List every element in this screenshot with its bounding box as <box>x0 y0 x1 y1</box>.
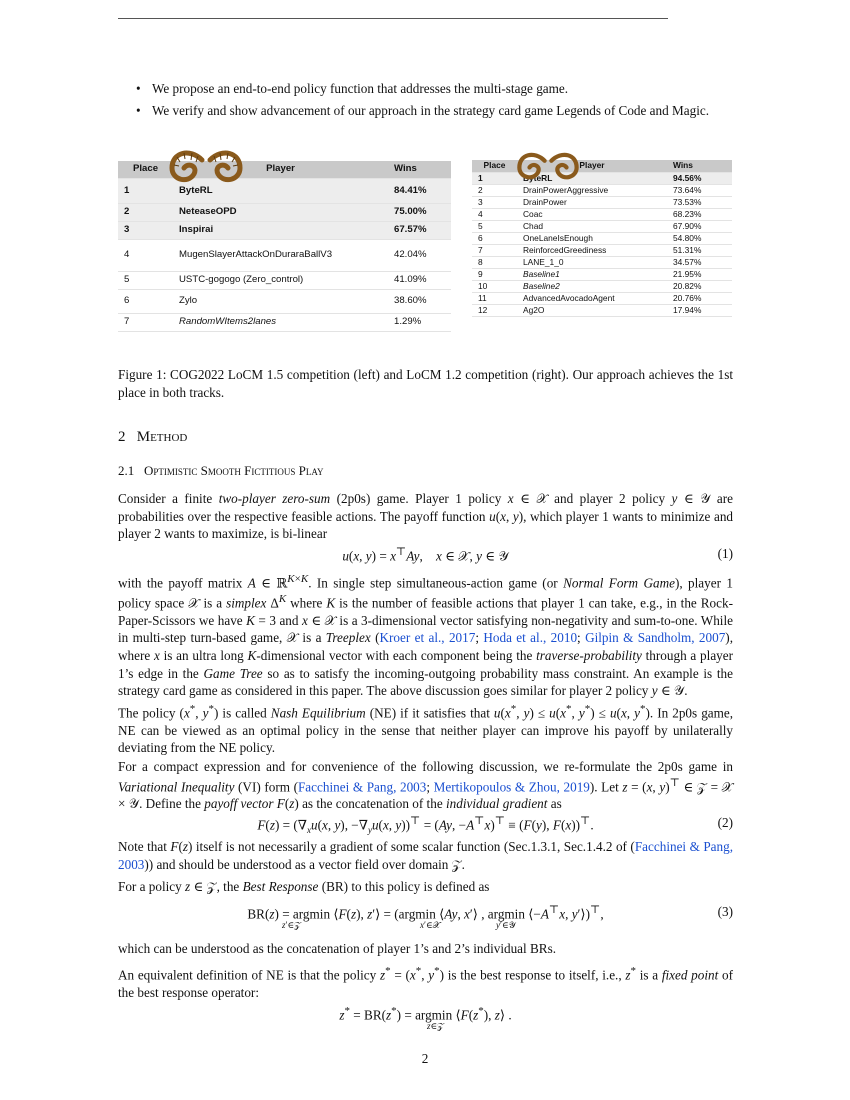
table-row <box>472 269 732 281</box>
cell-place: 4 <box>472 209 517 221</box>
ram-horns-logo-icon <box>168 150 244 192</box>
cell-place: 6 <box>118 290 173 314</box>
equation-1: u(x, y) = x⊤Ay, x ∈ 𝒳, y ∈ 𝒴 (1) <box>342 546 733 564</box>
table-row <box>118 290 451 314</box>
cell-wins: 38.60% <box>388 290 451 314</box>
column-header-player: Player <box>173 161 388 179</box>
cell-place: 5 <box>472 221 517 233</box>
cell-player: AdvancedAvocadoAgent <box>517 293 667 305</box>
cell-wins: 54.80% <box>667 233 732 245</box>
cell-place: 3 <box>472 197 517 209</box>
cell-player: Baseline1 <box>517 269 667 281</box>
cell-wins: 84.41% <box>388 179 451 204</box>
column-header-wins: Wins <box>667 160 732 173</box>
cell-player: ByteRL <box>173 179 388 204</box>
table-row <box>118 222 451 240</box>
table-row <box>472 245 732 257</box>
cell-player: Coac <box>517 209 667 221</box>
column-header-place: Place <box>118 161 173 179</box>
cell-place: 6 <box>472 233 517 245</box>
table-row <box>472 209 732 221</box>
cell-wins: 94.56% <box>667 173 732 185</box>
cell-player: RandomWItems2lanes <box>173 314 388 332</box>
column-header-wins: Wins <box>388 161 451 179</box>
cell-player: DrainPowerAggressive <box>517 185 667 197</box>
table-row <box>472 305 732 317</box>
cell-wins: 67.90% <box>667 221 732 233</box>
equation-2: $F(z) = (\nabla_xu(x$, y), $-\nabla_yu(x$, y))⊤ = (Ay, −A⊤x)⊤ ≡ (F(y), F(x))⊤. (2) <box>257 815 733 836</box>
cell-player: DrainPower <box>517 197 667 209</box>
table-row <box>118 314 451 332</box>
cell-place: 12 <box>472 305 517 317</box>
cell-wins: 34.57% <box>667 257 732 269</box>
table-row <box>472 173 732 185</box>
equation-fixed-point: z* = BR(z*) = argmin ⟨F(z*), z⟩ . z∈𝒵 <box>339 1005 512 1031</box>
cell-wins: 42.04% <box>388 240 451 272</box>
cell-place: 7 <box>118 314 173 332</box>
cell-place: 5 <box>118 272 173 290</box>
cell-player: ReinforcedGreediness <box>517 245 667 257</box>
cell-wins: 20.82% <box>667 281 732 293</box>
cell-place: 9 <box>472 269 517 281</box>
paragraph: The policy (x*, y*) is called Nash Equilibrium (NE) if it satisfies that u(x*, y) ≤ u(x*, y*) ≤ u(x, y*). In 2p0s game, NE can be viewed as an optimal policy in the sense that neither player can improve his payoff by unilaterally deviating from the NE policy. <box>118 703 734 756</box>
table-row <box>472 257 732 269</box>
table-row <box>472 221 732 233</box>
cell-player: LANE_1_0 <box>517 257 667 269</box>
column-header-place: Place <box>472 160 517 173</box>
table-locm-1-2 <box>472 160 732 317</box>
cell-place: 7 <box>472 245 517 257</box>
cell-player: MugenSlayerAttackOnDuraraBallV3 <box>173 240 388 272</box>
cell-wins: 21.95% <box>667 269 732 281</box>
table-row <box>118 240 451 272</box>
table-row <box>472 233 732 245</box>
figure-caption: Figure 1: COG2022 LoCM 1.5 competition (left) and LoCM 1.2 competition (right). Our approach achieves the 1st place in both tracks. <box>118 367 733 400</box>
cell-wins: 67.57% <box>388 222 451 240</box>
cell-place: 3 <box>118 222 173 240</box>
cell-wins: 20.76% <box>667 293 732 305</box>
list-item: • We verify and show advancement of our approach in the strategy card game Legends of Code and Magic. <box>136 102 710 118</box>
table-row <box>472 281 732 293</box>
table-row <box>472 185 732 197</box>
cell-place: 10 <box>472 281 517 293</box>
cell-player: USTC-gogogo (Zero_control) <box>173 272 388 290</box>
paragraph: An equivalent definition of NE is that the policy z* = (x*, y*) is the best response to itself, i.e., z* is a fixed point of the best response operator: <box>118 965 733 1000</box>
equation-3: BR(z) = argmin ⟨F(z), z′⟩ = (argmin ⟨Ay, x′⟩ , argmin ⟨−A⊤x, y′⟩)⊤, (3) z′∈𝒵 x′∈𝒳 y′∈𝒴 <box>247 904 733 930</box>
cell-place: 8 <box>472 257 517 269</box>
paragraph: Consider a finite two-player zero-sum (2p0s) game. Player 1 policy x ∈ 𝒳 and player 2 policy y ∈ 𝒴 are probabilities over the respective feasible actions. The payoff function u(x, y), which player 1 wants to minimize and player 2 wants to maximize, is bi-linear <box>118 491 734 542</box>
cell-wins: 68.23% <box>667 209 732 221</box>
cell-place: 4 <box>118 240 173 272</box>
cell-place: 2 <box>472 185 517 197</box>
header-rule <box>118 18 668 19</box>
paragraph: Note that F(z) itself is not necessarily a gradient of some scalar function (Sec.1.3.1, Sec.1.4.2 of (Facchinei & Pang, 2003)) and should be understood as a vector field over domain 𝒵. <box>118 839 733 872</box>
cell-player: Baseline2 <box>517 281 667 293</box>
page-number: 2 <box>421 1051 429 1066</box>
cell-wins: 41.09% <box>388 272 451 290</box>
contribution-list <box>118 80 733 123</box>
cell-wins: 51.31% <box>667 245 732 257</box>
paragraph: with the payoff matrix A ∈ ℝ$^{K\times K}$. In single step simultaneous-action game (or Normal Form Game), player 1 policy space 𝒳 is a simplex $\Delta^K$ where K is the number of feasible actions that player 1 can take, e.g., in the Rock-Paper-Scissors we have K = 3 and x ∈ 𝒳 is a 3-dimensional vector satisfying non-negativity and sum-to-one. While in multi-step turn-based game, 𝒳 is a Treeplex (Kroer et al., 2017; Hoda et al., 2010; Gilpin & Sandholm, 2007), where x is an ultra long K-dimensional vector with each component being the traverse-probability through a player 1’s edge in the Game Tree so as to satisfy the incoming-outgoing probability mass constraint. An example is the strategy card game as considered in this paper. The above discussion goes similar for player 2 policy y ∈ 𝒴. <box>118 573 734 699</box>
list-item: • We propose an end-to-end policy function that addresses the multi-stage game. <box>136 81 569 96</box>
cell-wins: 73.53% <box>667 197 732 209</box>
section-heading: 2 Method <box>118 429 188 445</box>
cell-place: 11 <box>472 293 517 305</box>
table-row <box>472 197 732 209</box>
cell-place: 2 <box>118 204 173 222</box>
cell-player: ByteRL <box>517 173 667 185</box>
table-row <box>472 293 732 305</box>
subsection-heading: 2.1 Optimistic Smooth Fictitious Play <box>118 463 324 478</box>
cell-player: OneLaneIsEnough <box>517 233 667 245</box>
cell-wins: 75.00% <box>388 204 451 222</box>
cell-player: NeteaseOPD <box>173 204 388 222</box>
cell-player: Chad <box>517 221 667 233</box>
cell-player: Zylo <box>173 290 388 314</box>
cell-player: Inspirai <box>173 222 388 240</box>
cell-wins: 1.29% <box>388 314 451 332</box>
table-row <box>118 204 451 222</box>
paragraph: For a compact expression and for convenience of the following discussion, we re-formulate the 2p0s game in Variational Inequality (VI) form (Facchinei & Pang, 2003; Mertikopoulos & Zhou, 2019). Let z = (x, y)⊤ ∈ 𝒵 = 𝒳 × 𝒴. Define the payoff vector F(z) as the concatenation of the individual gradient as <box>118 759 733 812</box>
column-header-player: Player <box>517 160 667 173</box>
cell-place: 1 <box>118 179 173 204</box>
table-row <box>118 272 451 290</box>
ram-horns-logo-icon <box>516 152 580 188</box>
cell-player: Ag2O <box>517 305 667 317</box>
paragraph: For a policy z ∈ 𝒵, the Best Response (BR) to this policy is defined as <box>118 879 490 894</box>
cell-wins: 73.64% <box>667 185 732 197</box>
paragraph: which can be understood as the concatenation of player 1’s and 2’s individual BRs. <box>118 941 557 956</box>
cell-place: 1 <box>472 173 517 185</box>
cell-wins: 17.94% <box>667 305 732 317</box>
